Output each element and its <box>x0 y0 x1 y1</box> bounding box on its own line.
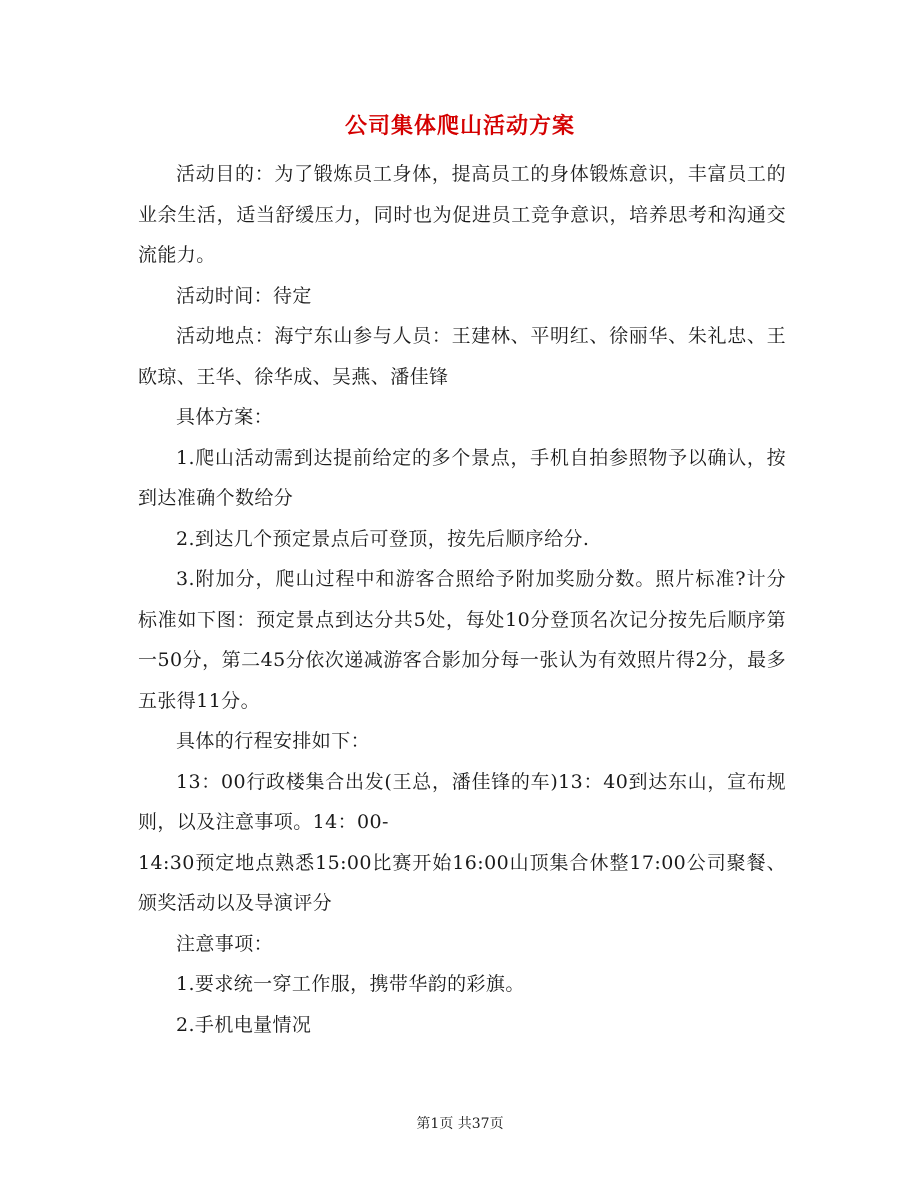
paragraph-schedule-part-1: 13：00行政楼集合出发(王总，潘佳锋的车)13：40到达东山，宣布规则，以及注意事项。14：00- <box>138 770 786 833</box>
paragraph-schedule-heading: 具体的行程安排如下： <box>176 730 371 752</box>
paragraph-plan-item-3: 3.附加分，爬山过程中和游客合照给予附加奖励分数。照片标准?计分标准如下图：预定景点到达分共5处，每处10分登顶名次记分按先后顺序第一50分，第二45分依次递减游客合影加分每一张认为有效照片得2分，最多五张得11分。 <box>138 568 786 712</box>
document-body <box>138 154 786 1045</box>
page-number-footer: 第1页 共37页 <box>416 1116 504 1132</box>
document-title: 公司集体爬山活动方案 <box>344 113 575 139</box>
paragraph-schedule-part-2: 14:30预定地点熟悉15:00比赛开始16:00山顶集合休整17:00公司聚餐、颁奖活动以及导演评分 <box>138 851 786 914</box>
paragraph-plan-heading: 具体方案： <box>176 406 274 428</box>
paragraph-note-1: 1.要求统一穿工作服，携带华韵的彩旗。 <box>176 973 525 995</box>
paragraph-location-participants: 活动地点：海宁东山参与人员：王建林、平明红、徐丽华、朱礼忠、王欧琼、王华、徐华成、吴燕、潘佳锋 <box>138 325 786 388</box>
paragraph-plan-item-1: 1.爬山活动需到达提前给定的多个景点，手机自拍参照物予以确认，按到达准确个数给分 <box>138 446 786 509</box>
paragraph-notes-heading: 注意事项： <box>176 932 274 955</box>
paragraph-plan-item-2: 2.到达几个预定景点后可登顶，按先后顺序给分. <box>176 527 590 550</box>
paragraph-note-2: 2.手机电量情况 <box>176 1013 312 1036</box>
paragraph-purpose: 活动目的：为了锻炼员工身体，提高员工的身体锻炼意识，丰富员工的业余生活，适当舒缓压力，同时也为促进员工竞争意识，培养思考和沟通交流能力。 <box>138 163 786 266</box>
paragraph-time: 活动时间：待定 <box>176 284 312 307</box>
